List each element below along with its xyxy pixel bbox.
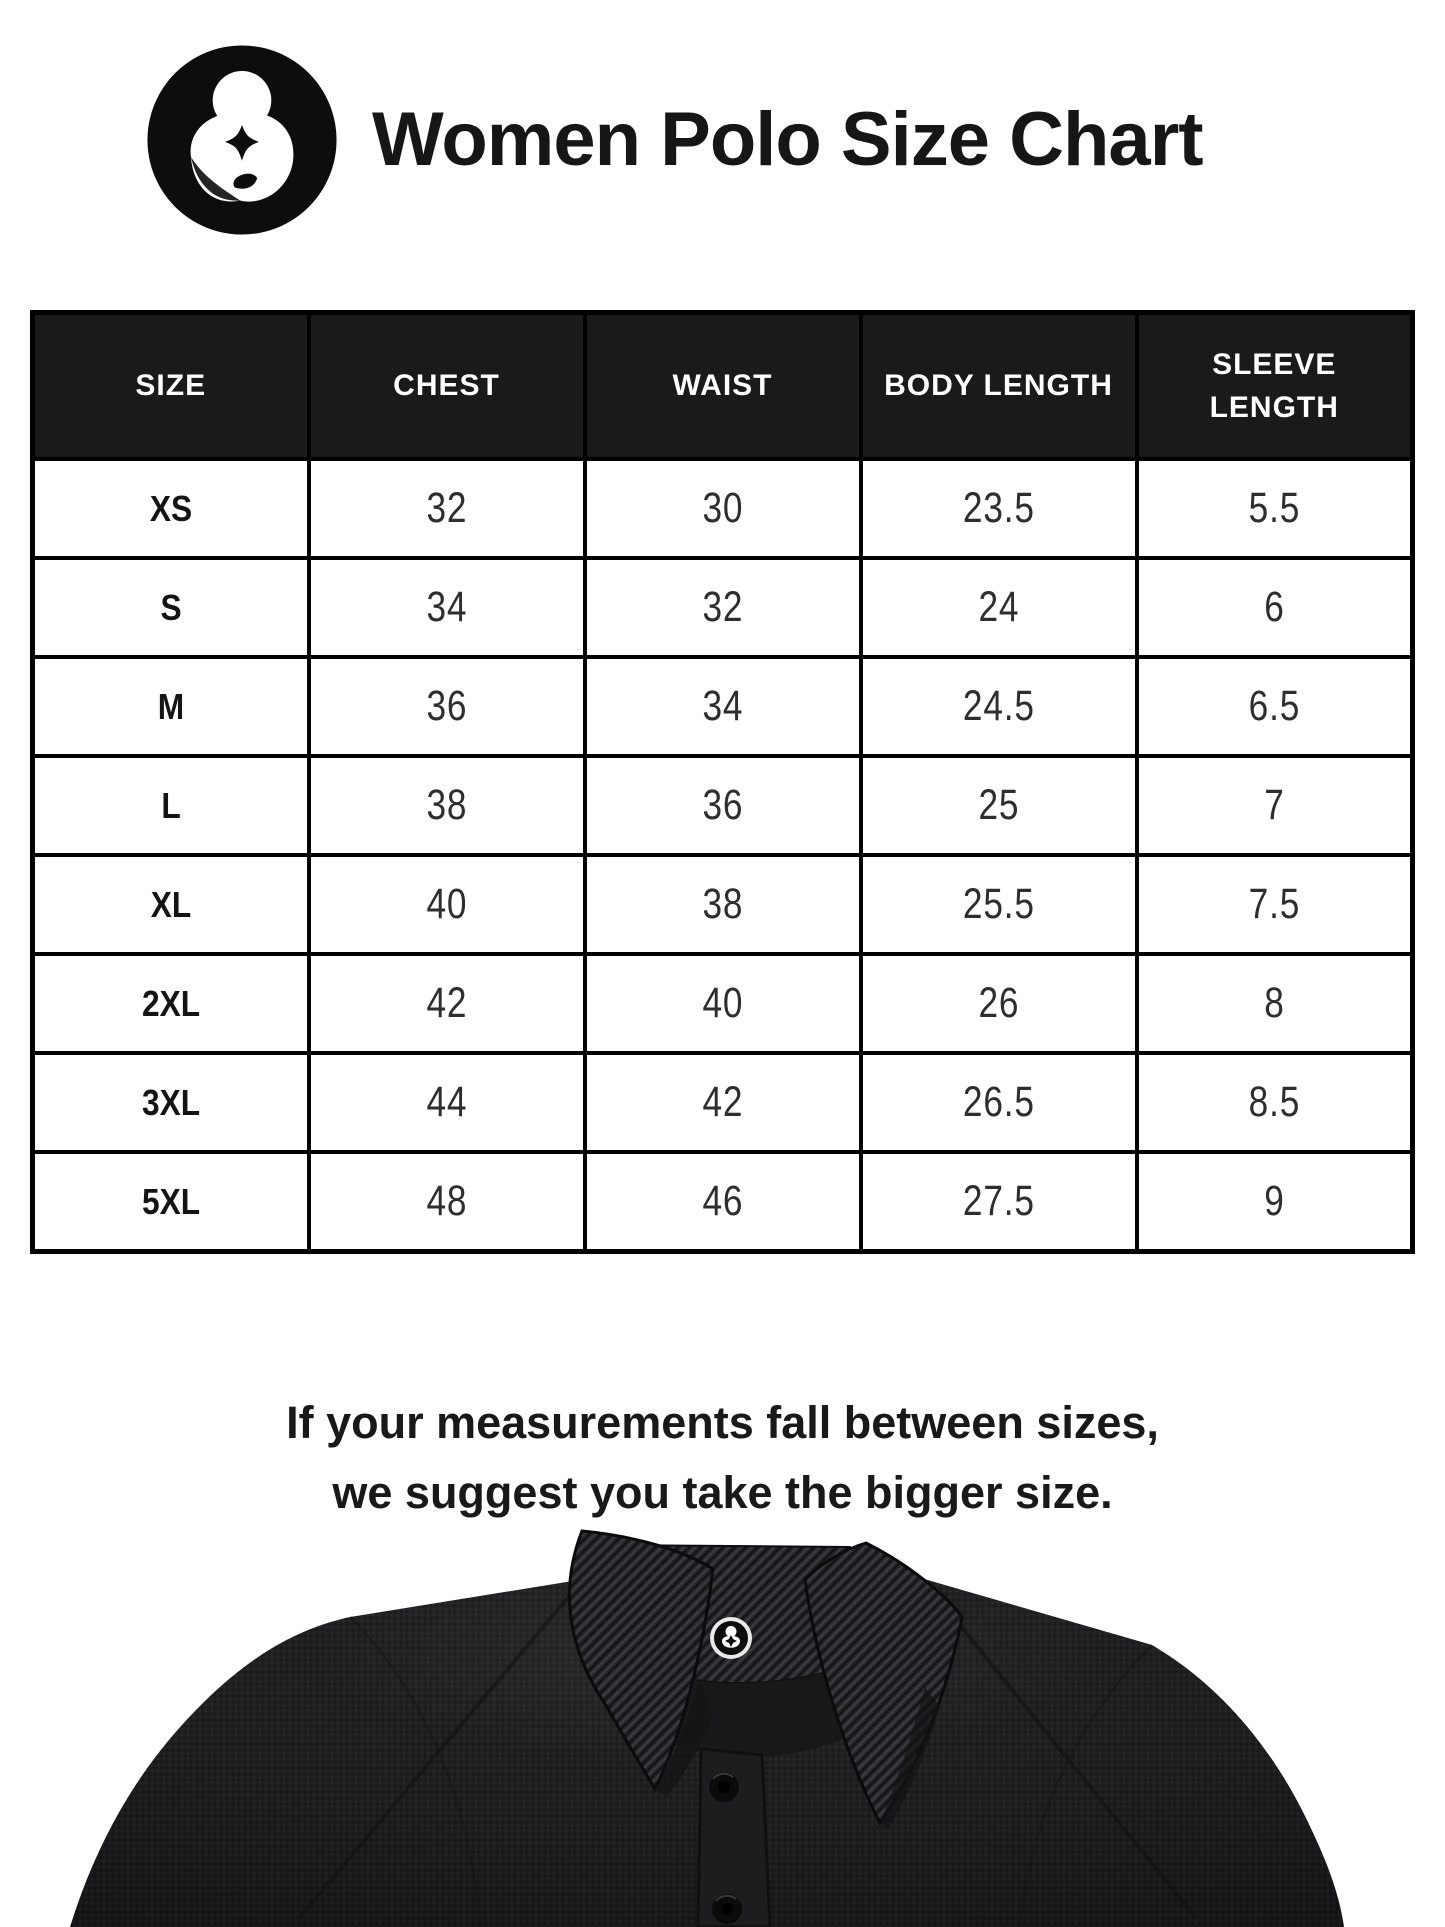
table-row bbox=[33, 1152, 1413, 1252]
cell-chest: 36 bbox=[309, 657, 585, 756]
cell-sleeve_length: 5.5 bbox=[1137, 459, 1413, 558]
cell-sleeve_length: 6.5 bbox=[1137, 657, 1413, 756]
cell-chest: 42 bbox=[309, 954, 585, 1053]
cell-waist: 42 bbox=[585, 1053, 861, 1152]
table-row bbox=[33, 459, 1413, 558]
brand-logo-icon bbox=[138, 36, 346, 244]
cell-size: L bbox=[33, 756, 309, 855]
cell-sleeve_length: 8 bbox=[1137, 954, 1413, 1053]
cell-waist: 40 bbox=[585, 954, 861, 1053]
column-header: SIZE bbox=[33, 313, 309, 460]
polo-shirt-image bbox=[0, 1517, 1445, 1927]
column-header: WAIST bbox=[585, 313, 861, 460]
cell-size: XL bbox=[33, 855, 309, 954]
cell-size: 3XL bbox=[33, 1053, 309, 1152]
neck-label-icon bbox=[710, 1617, 752, 1659]
cell-body_length: 26.5 bbox=[861, 1053, 1137, 1152]
cell-waist: 36 bbox=[585, 756, 861, 855]
cell-waist: 38 bbox=[585, 855, 861, 954]
page-title: Women Polo Size Chart bbox=[372, 97, 1203, 182]
cell-body_length: 26 bbox=[861, 954, 1137, 1053]
cell-waist: 30 bbox=[585, 459, 861, 558]
cell-waist: 32 bbox=[585, 558, 861, 657]
table-row bbox=[33, 558, 1413, 657]
fit-note-line2: we suggest you take the bigger size. bbox=[332, 1467, 1113, 1518]
cell-body_length: 23.5 bbox=[861, 459, 1137, 558]
cell-size: M bbox=[33, 657, 309, 756]
cell-chest: 40 bbox=[309, 855, 585, 954]
shirt-placket bbox=[698, 1749, 770, 1927]
shirt-button bbox=[709, 1772, 739, 1802]
cell-chest: 34 bbox=[309, 558, 585, 657]
fit-note bbox=[0, 1388, 1445, 1528]
table-row bbox=[33, 954, 1413, 1053]
column-header: CHEST bbox=[309, 313, 585, 460]
fit-note-line1: If your measurements fall between sizes, bbox=[286, 1397, 1159, 1448]
cell-body_length: 25.5 bbox=[861, 855, 1137, 954]
cell-body_length: 24 bbox=[861, 558, 1137, 657]
table-row bbox=[33, 756, 1413, 855]
cell-sleeve_length: 9 bbox=[1137, 1152, 1413, 1252]
column-header: SLEEVE LENGTH bbox=[1137, 313, 1413, 460]
cell-chest: 32 bbox=[309, 459, 585, 558]
cell-size: XS bbox=[33, 459, 309, 558]
column-header: BODY LENGTH bbox=[861, 313, 1137, 460]
cell-size: 2XL bbox=[33, 954, 309, 1053]
cell-waist: 34 bbox=[585, 657, 861, 756]
cell-sleeve_length: 8.5 bbox=[1137, 1053, 1413, 1152]
cell-sleeve_length: 7 bbox=[1137, 756, 1413, 855]
table-row bbox=[33, 1053, 1413, 1152]
cell-chest: 44 bbox=[309, 1053, 585, 1152]
cell-body_length: 25 bbox=[861, 756, 1137, 855]
shirt-button bbox=[712, 1894, 742, 1924]
cell-size: 5XL bbox=[33, 1152, 309, 1252]
cell-size: S bbox=[33, 558, 309, 657]
cell-sleeve_length: 7.5 bbox=[1137, 855, 1413, 954]
cell-chest: 48 bbox=[309, 1152, 585, 1252]
cell-body_length: 27.5 bbox=[861, 1152, 1137, 1252]
size-table-header bbox=[33, 313, 1413, 460]
size-table bbox=[30, 310, 1415, 1254]
cell-chest: 38 bbox=[309, 756, 585, 855]
cell-sleeve_length: 6 bbox=[1137, 558, 1413, 657]
cell-waist: 46 bbox=[585, 1152, 861, 1252]
cell-body_length: 24.5 bbox=[861, 657, 1137, 756]
table-row bbox=[33, 855, 1413, 954]
table-row bbox=[33, 657, 1413, 756]
